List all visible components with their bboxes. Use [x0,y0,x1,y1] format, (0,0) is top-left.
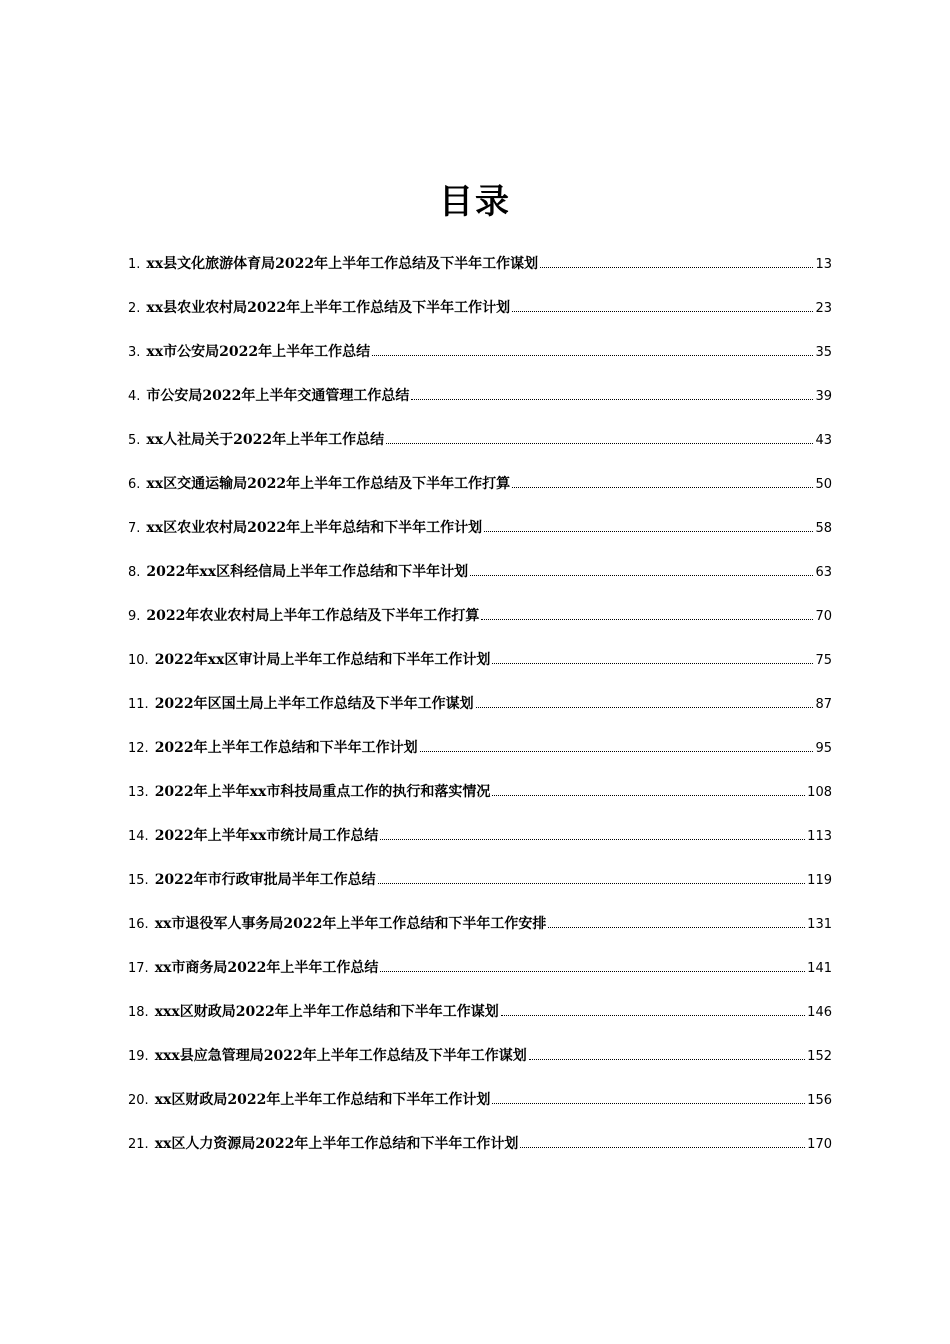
toc-entry[interactable] [128,342,832,386]
toc-dot-leader [492,663,813,664]
toc-entry-separator: . [144,1005,149,1020]
toc-entry-number: 21 [128,1137,145,1152]
toc-entry-separator: . [136,521,141,536]
toc-entry-number: 20 [128,1093,145,1108]
toc-entry-title[interactable]: xxx区财政局2022年上半年工作总结和下半年工作谋划 [154,1004,499,1020]
toc-entry[interactable] [128,518,832,562]
toc-entry-separator: . [136,565,141,580]
toc-entry-title[interactable]: xx县文化旅游体育局2022年上半年工作总结及下半年工作谋划 [146,256,539,272]
toc-entry-title[interactable]: 市公安局2022年上半年交通管理工作总结 [146,388,410,404]
toc-entry-separator: . [136,609,141,624]
toc-entry-separator: . [136,257,141,272]
toc-entry-page-number[interactable]: 39 [815,389,832,404]
toc-entry[interactable] [128,1134,832,1178]
toc-entry-title[interactable]: xx区交通运输局2022年上半年工作总结及下半年工作打算 [146,476,511,492]
toc-entry-page-number[interactable]: 70 [815,609,832,624]
toc-entry-number: 16 [128,917,145,932]
toc-entry-title[interactable]: 2022年上半年xx市统计局工作总结 [154,828,379,844]
toc-entry-separator: . [144,785,149,800]
toc-entry-number: 9 [128,609,137,624]
toc-entry-separator: . [144,917,149,932]
toc-dot-leader [380,971,805,972]
toc-entry-page-number[interactable]: 43 [815,433,832,448]
toc-entry-title[interactable]: xx区财政局2022年上半年工作总结和下半年工作计划 [154,1092,491,1108]
toc-entry-number: 3 [128,345,137,360]
toc-entry-title[interactable]: xx人社局关于2022年上半年工作总结 [146,432,385,448]
toc-dot-leader [492,795,805,796]
toc-entry[interactable] [128,914,832,958]
toc-entry-separator: . [144,829,149,844]
toc-entry-title[interactable]: 2022年上半年xx市科技局重点工作的执行和落实情况 [154,784,491,800]
toc-dot-leader [378,883,806,884]
toc-entry-page-number[interactable]: 58 [815,521,832,536]
toc-entry-page-number[interactable]: 108 [807,785,832,800]
toc-entry-separator: . [144,697,149,712]
toc-entry-page-number[interactable]: 141 [807,961,832,976]
toc-entry-title[interactable]: 2022年xx区审计局上半年工作总结和下半年工作计划 [154,652,491,668]
toc-entry[interactable] [128,870,832,914]
toc-entry-page-number[interactable]: 75 [815,653,832,668]
toc-entry-number: 19 [128,1049,145,1064]
toc-dot-leader [380,839,805,840]
toc-dot-leader [548,927,805,928]
toc-dot-leader [520,1147,805,1148]
toc-dot-leader [481,619,813,620]
toc-entry-page-number[interactable]: 23 [815,301,832,316]
toc-entry-separator: . [144,741,149,756]
toc-entry-separator: . [136,389,141,404]
toc-entry[interactable] [128,1046,832,1090]
toc-dot-leader [386,443,813,444]
toc-entry-number: 15 [128,873,145,888]
toc-entry[interactable] [128,474,832,518]
toc-entry-page-number[interactable]: 35 [815,345,832,360]
toc-entry-number: 2 [128,301,137,316]
toc-dot-leader [529,1059,805,1060]
toc-entry-title[interactable]: xx市公安局2022年上半年工作总结 [146,344,371,360]
toc-dot-leader [372,355,813,356]
toc-entry-page-number[interactable]: 146 [807,1005,832,1020]
toc-entry-page-number[interactable]: 95 [815,741,832,756]
toc-entry-number: 11 [128,697,145,712]
toc-entry[interactable] [128,1002,832,1046]
table-of-contents [128,254,832,1178]
toc-entry[interactable] [128,430,832,474]
toc-dot-leader [501,1015,805,1016]
toc-entry[interactable] [128,958,832,1002]
toc-entry-page-number[interactable]: 119 [807,873,832,888]
toc-entry-title[interactable]: xxx县应急管理局2022年上半年工作总结及下半年工作谋划 [154,1048,527,1064]
toc-entry-number: 10 [128,653,145,668]
toc-entry[interactable] [128,826,832,870]
toc-entry-title[interactable]: 2022年农业农村局上半年工作总结及下半年工作打算 [146,608,480,624]
toc-entry-separator: . [144,1137,149,1152]
toc-dot-leader [420,751,814,752]
toc-dot-leader [492,1103,805,1104]
toc-entry-title[interactable]: xx区人力资源局2022年上半年工作总结和下半年工作计划 [154,1136,519,1152]
toc-entry-page-number[interactable]: 152 [807,1049,832,1064]
page-title: 目录 [439,182,511,222]
toc-entry[interactable] [128,1090,832,1134]
toc-entry-number: 14 [128,829,145,844]
toc-entry[interactable] [128,298,832,342]
toc-entry-title[interactable]: xx市商务局2022年上半年工作总结 [154,960,379,976]
toc-entry-separator: . [144,961,149,976]
toc-entry-page-number[interactable]: 170 [807,1137,832,1152]
toc-entry-number: 1 [128,257,137,272]
toc-entry-number: 6 [128,477,137,492]
toc-entry-separator: . [144,653,149,668]
toc-entry-page-number[interactable]: 13 [815,257,832,272]
toc-entry-separator: . [144,1093,149,1108]
toc-entry[interactable] [128,562,832,606]
toc-entry-separator: . [136,301,141,316]
toc-entry[interactable] [128,386,832,430]
toc-entry-number: 17 [128,961,145,976]
toc-dot-leader [484,531,813,532]
toc-entry-title[interactable]: xx区农业农村局2022年上半年总结和下半年工作计划 [146,520,483,536]
toc-entry-title[interactable]: 2022年区国土局上半年工作总结及下半年工作谋划 [154,696,474,712]
toc-dot-leader [540,267,813,268]
toc-entry-page-number[interactable]: 50 [815,477,832,492]
toc-entry-title[interactable]: xx县农业农村局2022年上半年工作总结及下半年工作计划 [146,300,511,316]
toc-entry[interactable] [128,650,832,694]
toc-entry-number: 13 [128,785,145,800]
toc-entry[interactable] [128,254,832,298]
toc-entry-page-number[interactable]: 156 [807,1093,832,1108]
toc-entry-title[interactable]: 2022年xx区科经信局上半年工作总结和下半年计划 [146,564,469,580]
toc-dot-leader [470,575,813,576]
toc-entry-number: 4 [128,389,137,404]
toc-entry-page-number[interactable]: 113 [807,829,832,844]
toc-dot-leader [476,707,814,708]
toc-dot-leader [512,311,813,312]
toc-entry-page-number[interactable]: 87 [815,697,832,712]
toc-entry-title[interactable]: 2022年上半年工作总结和下半年工作计划 [154,740,418,756]
toc-entry-number: 18 [128,1005,145,1020]
toc-entry-number: 12 [128,741,145,756]
toc-entry[interactable] [128,782,832,826]
toc-entry-number: 5 [128,433,137,448]
toc-entry-page-number[interactable]: 131 [807,917,832,932]
toc-dot-leader [411,399,813,400]
toc-entry[interactable] [128,606,832,650]
toc-entry-title[interactable]: 2022年市行政审批局半年工作总结 [154,872,376,888]
toc-entry-separator: . [144,1049,149,1064]
toc-entry[interactable] [128,738,832,782]
toc-entry-separator: . [136,433,141,448]
toc-entry-page-number[interactable]: 63 [815,565,832,580]
toc-entry-separator: . [144,873,149,888]
toc-entry-number: 7 [128,521,137,536]
toc-entry-number: 8 [128,565,137,580]
toc-dot-leader [512,487,813,488]
toc-entry[interactable] [128,694,832,738]
toc-entry-title[interactable]: xx市退役军人事务局2022年上半年工作总结和下半年工作安排 [154,916,547,932]
toc-entry-separator: . [136,345,141,360]
toc-entry-separator: . [136,477,141,492]
